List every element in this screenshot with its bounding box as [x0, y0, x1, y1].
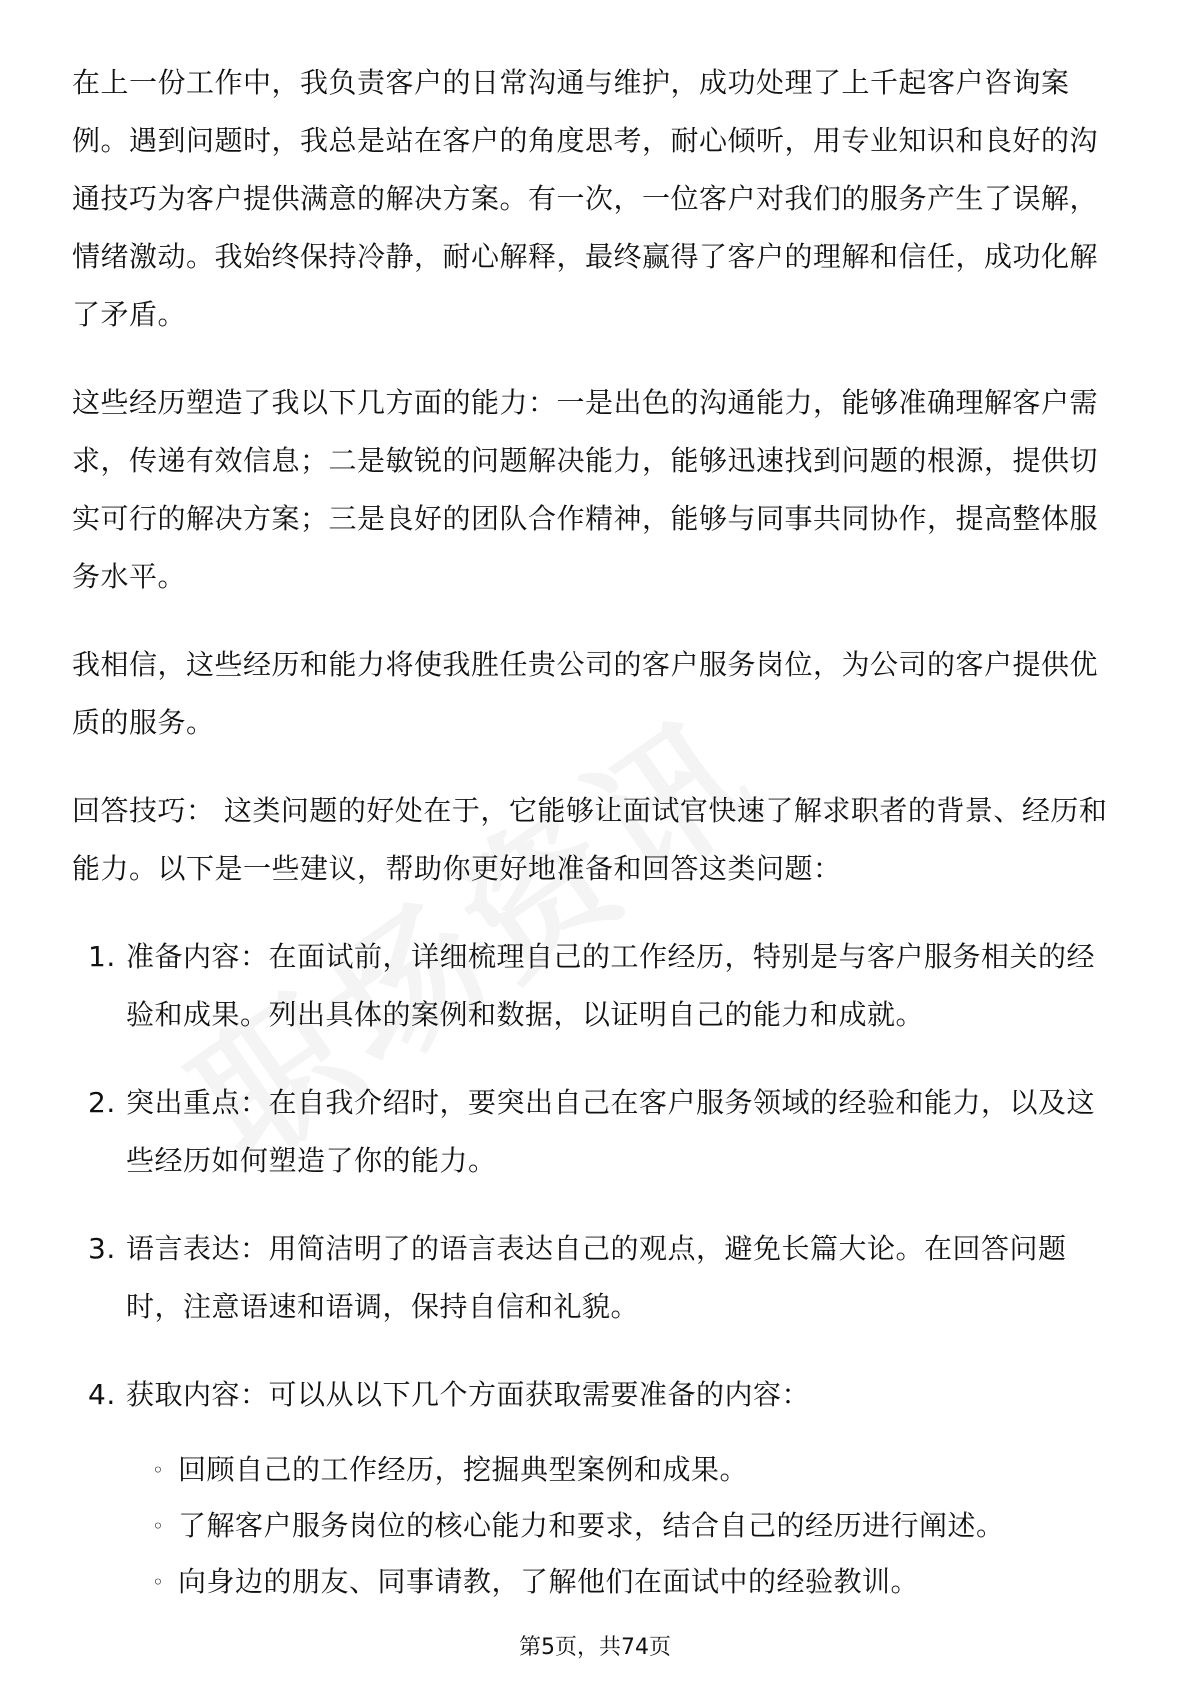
- paragraph-abilities: 这些经历塑造了我以下几方面的能力：一是出色的沟通能力，能够准确理解客户需求，传递有效信息；二是敏锐的问题解决能力，能够迅速找到问题的根源，提供切实可行的解决方案；三是良好的团队合作精神，能够与同事共同协作，提高整体服务水平。: [72, 386, 1099, 593]
- bullet-icon: ◦: [152, 1458, 165, 1482]
- list-item-text: 语言表达：用简洁明了的语言表达自己的观点，避免长篇大论。在回答问题时，注意语速和语调，保持自信和礼貌。: [126, 1232, 1067, 1323]
- paragraph-experience: 在上一份工作中，我负责客户的日常沟通与维护，成功处理了上千起客户咨询案例。遇到问题时，我总是站在客户的角度思考，耐心倾听，用专业知识和良好的沟通技巧为客户提供满意的解决方案。有一次，一位客户对我们的服务产生了误解，情绪激动。我始终保持冷静，耐心解释，最终赢得了客户的理解和信任，成功化解了矛盾。: [72, 66, 1099, 331]
- paragraph-conclusion: 我相信，这些经历和能力将使我胜任贵公司的客户服务岗位，为公司的客户提供优质的服务。: [72, 648, 1099, 739]
- sub-list-item: [152, 1554, 1122, 1610]
- list-item-text: 获取内容：可以从以下几个方面获取需要准备的内容：: [126, 1378, 811, 1411]
- list-number: 2.: [88, 1086, 116, 1119]
- sub-list-item: [152, 1498, 1122, 1554]
- list-item-text: 准备内容：在面试前，详细梳理自己的工作经历，特别是与客户服务相关的经验和成果。列出具体的案例和数据，以证明自己的能力和成就。: [126, 940, 1096, 1031]
- tips-list-item: [72, 928, 1122, 1044]
- tips-list-item: [72, 1074, 1122, 1190]
- page-footer: 第5页，共74页: [519, 1635, 671, 1660]
- sub-list: [126, 1442, 1122, 1610]
- list-item-text: 突出重点：在自我介绍时，要突出自己在客户服务领域的经验和能力，以及这些经历如何塑造了你的能力。: [126, 1086, 1096, 1177]
- document-body: [72, 54, 1122, 1640]
- bullet-icon: ◦: [152, 1514, 165, 1538]
- paragraph-answer-tips: 回答技巧： 这类问题的好处在于，它能够让面试官快速了解求职者的背景、经历和能力。以下是一些建议，帮助你更好地准备和回答这类问题：: [72, 794, 1108, 885]
- tips-list-item: [72, 1366, 1122, 1610]
- list-number: 4.: [88, 1378, 116, 1411]
- sub-list-item: [152, 1442, 1122, 1498]
- sub-list-item-text: 向身边的朋友、同事请教，了解他们在面试中的经验教训。: [178, 1565, 920, 1598]
- tips-list-item: [72, 1220, 1122, 1336]
- sub-list-item-text: 了解客户服务岗位的核心能力和要求，结合自己的经历进行阐述。: [178, 1509, 1005, 1542]
- sub-list-item-text: 回顾自己的工作经历，挖掘典型案例和成果。: [178, 1453, 749, 1486]
- tips-list: [72, 928, 1122, 1610]
- bullet-icon: ◦: [152, 1570, 165, 1594]
- list-number: 1.: [88, 940, 116, 973]
- list-number: 3.: [88, 1232, 116, 1265]
